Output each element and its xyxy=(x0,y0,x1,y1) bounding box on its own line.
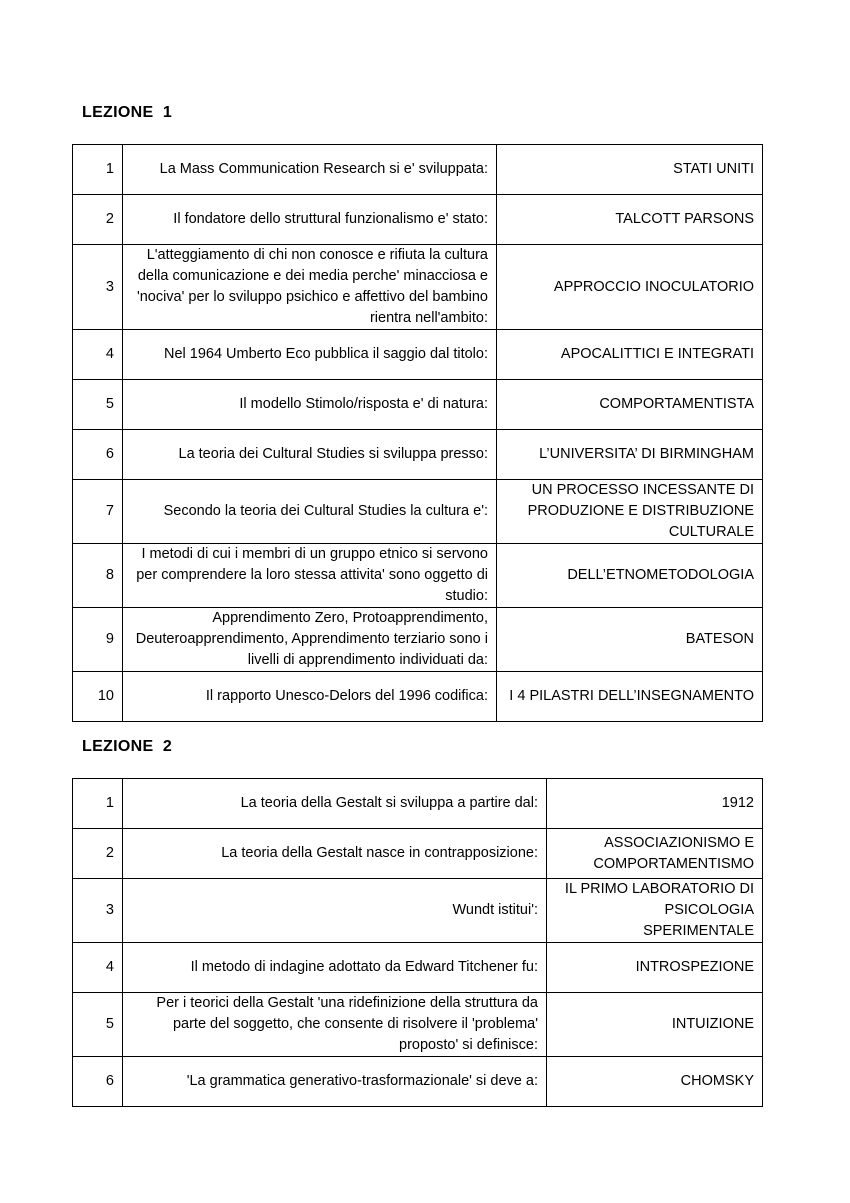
table-row xyxy=(73,195,763,245)
table-row xyxy=(73,245,763,330)
row-number: 4 xyxy=(73,943,123,993)
lezione-2-heading: LEZIONE 2 xyxy=(82,738,173,755)
answer-cell: APOCALITTICI E INTEGRATI xyxy=(497,330,763,380)
table-row xyxy=(73,829,763,879)
answer-cell: INTROSPEZIONE xyxy=(547,943,763,993)
table-row xyxy=(73,879,763,943)
question-cell: L'atteggiamento di chi non conosce e rifiuta la cultura della comunicazione e dei media perche' minacciosa e 'nociva' per lo sviluppo psichico e affettivo del bambino rientra nell'ambito: xyxy=(123,245,497,330)
answer-cell: ASSOCIAZIONISMO E COMPORTAMENTISMO xyxy=(547,829,763,879)
row-number: 4 xyxy=(73,330,123,380)
question-cell: Il modello Stimolo/risposta e' di natura: xyxy=(123,380,497,430)
row-number: 9 xyxy=(73,608,123,672)
answer-cell: L’UNIVERSITA’ DI BIRMINGHAM xyxy=(497,430,763,480)
question-cell: La teoria della Gestalt nasce in contrapposizione: xyxy=(123,829,547,879)
answer-cell: 1912 xyxy=(547,779,763,829)
answer-cell: STATI UNITI xyxy=(497,145,763,195)
table-row xyxy=(73,943,763,993)
question-cell: 'La grammatica generativo-trasformazionale' si deve a: xyxy=(123,1057,547,1107)
table-row xyxy=(73,672,763,722)
question-cell: Nel 1964 Umberto Eco pubblica il saggio dal titolo: xyxy=(123,330,497,380)
question-cell: Secondo la teoria dei Cultural Studies la cultura e': xyxy=(123,480,497,544)
table-row xyxy=(73,608,763,672)
table-row xyxy=(73,380,763,430)
row-number: 8 xyxy=(73,544,123,608)
answer-cell: TALCOTT PARSONS xyxy=(497,195,763,245)
table-row xyxy=(73,993,763,1057)
row-number: 1 xyxy=(73,145,123,195)
row-number: 7 xyxy=(73,480,123,544)
question-cell: La teoria dei Cultural Studies si sviluppa presso: xyxy=(123,430,497,480)
table-row xyxy=(73,145,763,195)
answer-cell: IL PRIMO LABORATORIO DI PSICOLOGIA SPERIMENTALE xyxy=(547,879,763,943)
question-cell: La Mass Communication Research si e' sviluppata: xyxy=(123,145,497,195)
answer-cell: DELL’ETNOMETODOLOGIA xyxy=(497,544,763,608)
row-number: 2 xyxy=(73,195,123,245)
question-cell: La teoria della Gestalt si sviluppa a partire dal: xyxy=(123,779,547,829)
question-cell: Il metodo di indagine adottato da Edward Titchener fu: xyxy=(123,943,547,993)
row-number: 6 xyxy=(73,1057,123,1107)
answer-cell: I 4 PILASTRI DELL’INSEGNAMENTO xyxy=(497,672,763,722)
lezione-1-heading: LEZIONE 1 xyxy=(82,104,173,121)
row-number: 3 xyxy=(73,245,123,330)
table-row xyxy=(73,430,763,480)
question-cell: Apprendimento Zero, Protoapprendimento, Deuteroapprendimento, Apprendimento terziario sono i livelli di apprendimento individuati da: xyxy=(123,608,497,672)
answer-cell: APPROCCIO INOCULATORIO xyxy=(497,245,763,330)
table-row xyxy=(73,1057,763,1107)
question-cell: Il rapporto Unesco-Delors del 1996 codifica: xyxy=(123,672,497,722)
answer-cell: INTUIZIONE xyxy=(547,993,763,1057)
answer-cell: CHOMSKY xyxy=(547,1057,763,1107)
question-cell: Wundt istitui': xyxy=(123,879,547,943)
table-row xyxy=(73,544,763,608)
row-number: 10 xyxy=(73,672,123,722)
answer-cell: BATESON xyxy=(497,608,763,672)
row-number: 1 xyxy=(73,779,123,829)
row-number: 2 xyxy=(73,829,123,879)
question-cell: Il fondatore dello struttural funzionalismo e' stato: xyxy=(123,195,497,245)
row-number: 6 xyxy=(73,430,123,480)
table-row xyxy=(73,480,763,544)
question-cell: I metodi di cui i membri di un gruppo etnico si servono per comprendere la loro stessa attivita' sono oggetto di studio: xyxy=(123,544,497,608)
row-number: 3 xyxy=(73,879,123,943)
answer-cell: UN PROCESSO INCESSANTE DI PRODUZIONE E DISTRIBUZIONE CULTURALE xyxy=(497,480,763,544)
lezione-1-table xyxy=(72,144,763,722)
question-cell: Per i teorici della Gestalt 'una ridefinizione della struttura da parte del soggetto, che consente di risolvere il 'problema' proposto' si definisce: xyxy=(123,993,547,1057)
row-number: 5 xyxy=(73,993,123,1057)
answer-cell: COMPORTAMENTISTA xyxy=(497,380,763,430)
table-row xyxy=(73,779,763,829)
table-row xyxy=(73,330,763,380)
row-number: 5 xyxy=(73,380,123,430)
lezione-2-table xyxy=(72,778,763,1107)
